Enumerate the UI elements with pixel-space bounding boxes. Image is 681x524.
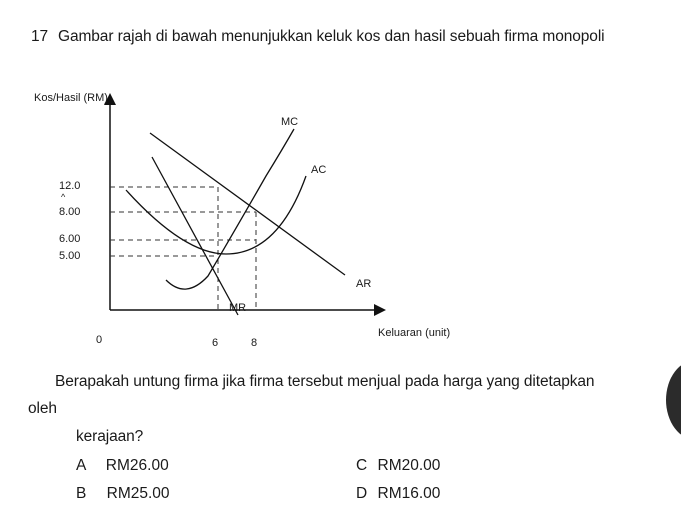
x-tick-8: 8 — [251, 337, 258, 349]
y-axis-label: Kos/Hasil (RM) — [34, 92, 108, 104]
question-stem: Gambar rajah di bawah menunjukkan keluk kos dan hasil sebuah firma monopoli — [58, 28, 605, 45]
option-a-text: RM26.00 — [105, 457, 169, 474]
option-a[interactable] — [76, 457, 169, 475]
mr-curve — [152, 157, 238, 315]
y-tick-5: 5.00 — [59, 250, 81, 262]
question-prompt-line3: kerajaan? — [76, 428, 144, 445]
option-d[interactable] — [356, 485, 440, 503]
option-b-text: RM25.00 — [106, 485, 170, 502]
mc-label: MC — [281, 116, 299, 128]
y-tick-artifact: ^ — [61, 192, 66, 202]
option-b[interactable] — [76, 485, 170, 503]
option-c[interactable] — [356, 457, 440, 475]
origin-label: 0 — [96, 334, 103, 346]
mc-curve — [166, 129, 294, 289]
option-d-letter: D — [356, 485, 368, 502]
question-number: 17 — [31, 28, 49, 45]
ar-curve — [150, 133, 345, 275]
y-tick-6: 6.00 — [59, 233, 81, 245]
question-prompt-line2: oleh — [28, 400, 57, 417]
option-c-letter: C — [356, 457, 368, 474]
option-d-text: RM16.00 — [377, 485, 441, 502]
x-axis-label: Keluaran (unit) — [378, 327, 451, 339]
ac-curve — [126, 176, 306, 254]
x-tick-6: 6 — [212, 337, 219, 349]
y-tick-8: 8.00 — [59, 206, 81, 218]
ac-label: AC — [311, 164, 327, 176]
option-c-text: RM20.00 — [377, 457, 441, 474]
mr-label: MR — [229, 302, 247, 314]
ar-label: AR — [356, 278, 372, 290]
y-tick-12: 12.0 — [59, 180, 81, 192]
question-prompt-line1: Berapakah untung firma jika firma tersebut menjual pada harga yang ditetapkan — [55, 373, 595, 390]
option-b-letter: B — [76, 485, 87, 502]
option-a-letter: A — [76, 457, 86, 474]
